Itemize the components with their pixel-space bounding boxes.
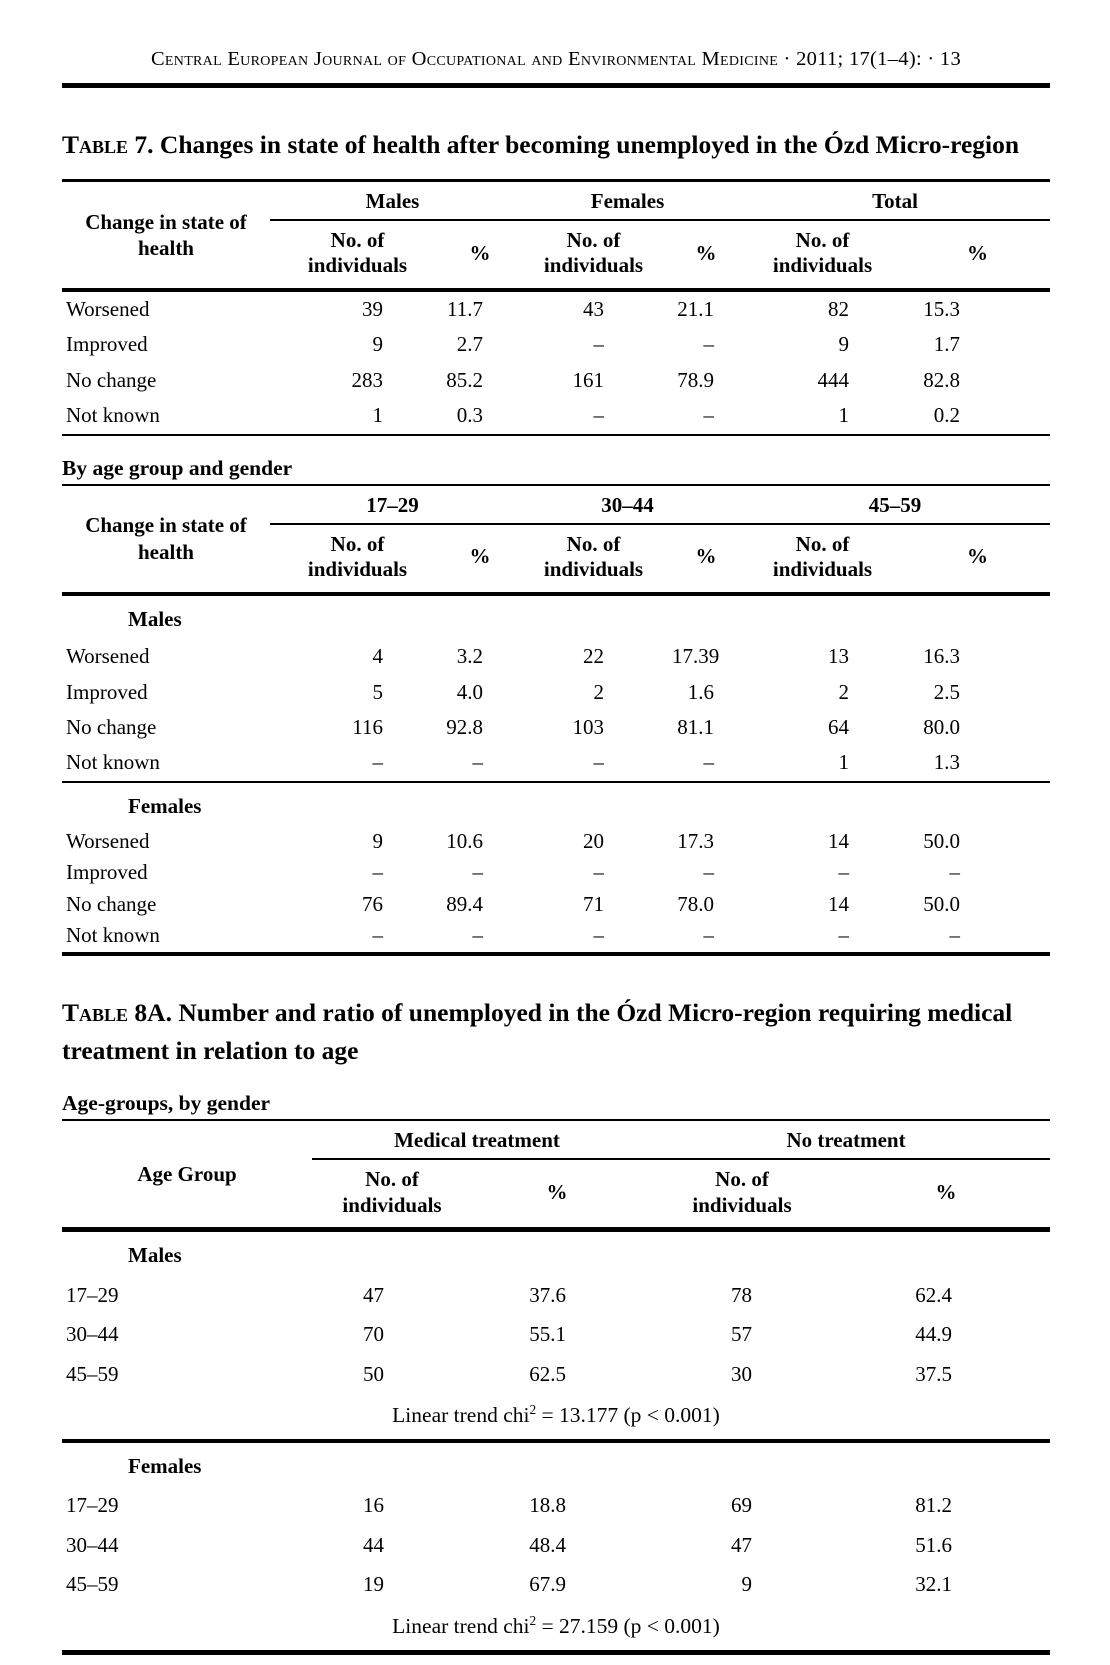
num-cell: 62.4 [915,1282,953,1307]
table-row [62,1315,1050,1354]
num-cell: 16 [363,1493,384,1518]
section-header-row [62,782,1050,826]
num-cell: – [372,860,383,885]
col-group-males: Males [270,180,515,220]
num-cell: 78 [731,1282,753,1307]
col-header-pct: % [905,524,1050,594]
header-rule [62,83,1050,88]
num-cell: 21.1 [677,296,715,321]
section-name: Males [128,1243,182,1268]
num-cell: 0.3 [456,403,483,428]
num-cell: 37.6 [529,1282,567,1307]
num-cell: 13 [828,644,849,669]
row-header-cell [62,485,270,594]
row-label: 45–59 [66,1572,119,1597]
table-row [62,889,1050,920]
num-cell: – [949,860,960,885]
table-row [62,1276,1050,1315]
num-cell: 71 [583,891,604,916]
num-cell: – [703,750,714,775]
col-header-pct: % [842,1159,1050,1230]
row-label: 17–29 [66,1493,119,1518]
table-row [62,826,1050,857]
num-cell: 15.3 [923,296,961,321]
num-cell: 1 [838,403,850,428]
table-row [62,857,1050,888]
col-header-pct: % [445,220,515,290]
col-group-45-59: 45–59 [740,485,1050,524]
num-cell: 1.6 [687,679,714,704]
num-cell: – [949,923,960,948]
num-cell: 81.1 [677,714,714,739]
row-header-label: Change in state of health [85,513,247,564]
row-label: No change [66,891,157,916]
num-cell: 4 [372,644,383,669]
num-cell: 81.2 [915,1493,953,1518]
col-group-females: Females [515,180,740,220]
age-groups-heading: Age-groups, by gender [62,1091,271,1116]
section-header-row [62,1230,1050,1276]
row-label: Improved [66,332,148,357]
num-cell: 43 [583,296,604,321]
table-row [62,290,1050,327]
section-name: Males [128,606,182,631]
num-cell: 69 [731,1493,753,1518]
num-cell: 18.8 [529,1493,567,1518]
num-cell: – [593,403,604,428]
linear-trend-note: Linear trend chi$^2$ = 27.159 (p < 0.001) [392,1612,720,1638]
num-cell: 78.9 [677,367,715,392]
row-label: Improved [66,679,148,704]
num-cell: 80.0 [923,714,960,739]
num-cell: 283 [351,367,383,392]
num-cell: 20 [583,829,604,854]
num-cell: 47 [731,1532,753,1557]
num-cell: – [703,860,714,885]
col-header-no: No. of individuals [515,220,672,290]
table7-title [62,126,1050,165]
num-cell: 78.0 [677,891,714,916]
num-cell: 17.39 [672,644,720,669]
num-cell: – [593,923,604,948]
num-cell: 9 [372,332,383,357]
table-row [62,675,1050,710]
num-cell: 16.3 [923,644,960,669]
num-cell: – [472,923,483,948]
col-group-total: Total [740,180,1050,220]
num-cell: 2.5 [933,679,960,704]
page-header [62,48,1050,88]
num-cell: 5 [372,679,383,704]
num-cell: – [703,923,714,948]
table8a-title [62,994,1050,1072]
row-header-label: Change in state of health [85,209,247,260]
table-row [62,363,1050,398]
num-cell: 76 [362,891,383,916]
section-header-row [62,1441,1050,1486]
table7-title-text: Changes in state of health after becoming unemployed in the Ózd Micro-region [159,130,1020,159]
col-group-30-44: 30–44 [515,485,740,524]
table-row [62,1486,1050,1525]
num-cell: – [372,750,383,775]
table7-by-age [62,484,1050,956]
col-header-no: No. of individuals [270,524,445,594]
num-cell: 2 [838,679,849,704]
row-label: 30–44 [66,1532,119,1557]
col-header-pct: % [905,220,1050,290]
row-header-cell: Age Group [62,1120,312,1230]
num-cell: 9 [838,332,850,357]
linear-trend-note-row [62,1605,1050,1653]
num-cell: – [593,860,604,885]
num-cell: 62.5 [529,1361,567,1386]
num-cell: 1.7 [933,332,961,357]
num-cell: 51.6 [915,1532,953,1557]
table-row [62,710,1050,745]
num-cell: 57 [731,1322,753,1347]
num-cell: 3.2 [456,644,483,669]
num-cell: 116 [352,714,383,739]
num-cell: – [703,332,715,357]
section-name: Females [62,782,1050,826]
table-row [62,639,1050,674]
num-cell: 82 [828,296,850,321]
col-header-no: No. of individuals [270,220,445,290]
row-label: 17–29 [66,1282,119,1307]
group-header-row [62,180,1050,220]
num-cell: 48.4 [529,1532,567,1557]
num-cell: 47 [363,1282,384,1307]
col-group-17-29: 17–29 [270,485,515,524]
row-label: Improved [66,860,148,885]
num-cell: 9 [741,1572,753,1597]
group-header-row [62,485,1050,524]
table-row [62,1526,1050,1565]
row-label: 45–59 [66,1361,119,1386]
superscript-2: 2 [529,1401,537,1417]
num-cell: – [472,750,483,775]
num-cell: 4.0 [456,679,483,704]
section-header-row [62,594,1050,639]
num-cell: 0.2 [933,403,961,428]
num-cell: 64 [828,714,849,739]
num-cell: 1 [372,403,383,428]
linear-trend-note: Linear trend chi$^2$ = 13.177 (p < 0.001) [62,1394,1050,1441]
num-cell: 32.1 [915,1572,953,1597]
by-age-heading: By age group and gender [62,455,293,480]
num-cell: 37.5 [915,1361,953,1386]
linear-trend-note-row [62,1394,1050,1441]
row-label: Worsened [66,829,150,854]
row-label: Worsened [66,296,150,321]
num-cell: 50.0 [923,829,960,854]
num-cell: – [593,332,604,357]
num-cell: 17.3 [677,829,714,854]
num-cell: 10.6 [446,829,483,854]
row-label: Not known [66,403,160,428]
num-cell: 14 [828,891,849,916]
num-cell: – [593,750,604,775]
table7-title-label: Table 7. [62,130,154,159]
num-cell: 82.8 [923,367,961,392]
num-cell: 1.3 [933,750,960,775]
num-cell: – [372,923,383,948]
table8a-title-text: Number and ratio of unemployed in the Ózd Micro-region requiring medical treatment in relation to age [62,997,1013,1066]
num-cell: 70 [363,1322,384,1347]
col-header-no: No. of individuals [642,1159,842,1230]
group-header-row [62,1120,1050,1159]
col-group-medical-treatment: Medical treatment [312,1120,642,1159]
table8a-table [62,1119,1050,1655]
col-header-pct: % [445,524,515,594]
col-group-no-treatment: No treatment [642,1120,1050,1159]
table-row [62,920,1050,953]
num-cell: 161 [572,367,604,392]
num-cell: 44 [363,1532,384,1557]
table-row [62,1565,1050,1604]
row-label: Not known [66,923,160,948]
num-cell: 9 [372,829,383,854]
num-cell: 39 [362,296,383,321]
row-header-cell [62,180,270,290]
num-cell: 19 [363,1572,384,1597]
num-cell: 92.8 [446,714,483,739]
table-row [62,745,1050,781]
section-name: Females [128,1454,202,1479]
row-label: Not known [66,750,160,775]
row-label: 30–44 [66,1322,119,1347]
num-cell: 50 [363,1361,384,1386]
row-label: No change [66,367,157,392]
num-cell: 444 [817,367,850,392]
table8a-title-label: Table 8A. [62,997,172,1027]
num-cell: 11.7 [447,296,483,321]
col-header-no: No. of individuals [312,1159,472,1230]
num-cell: 85.2 [446,367,483,392]
col-header-no: No. of individuals [740,220,905,290]
num-cell: 55.1 [529,1322,567,1347]
num-cell: 44.9 [915,1322,953,1347]
num-cell: 103 [572,714,604,739]
num-cell: – [703,403,715,428]
num-cell: 22 [583,644,604,669]
num-cell: 2 [593,679,604,704]
row-label: No change [66,714,157,739]
num-cell: 67.9 [529,1572,567,1597]
num-cell: 2.7 [456,332,483,357]
num-cell: – [838,860,849,885]
table-row [62,398,1050,434]
table-row [62,327,1050,362]
superscript-2: 2 [529,1612,537,1628]
table7-overall [62,179,1050,436]
num-cell: – [838,923,849,948]
num-cell: 30 [731,1361,753,1386]
num-cell: 1 [838,750,849,775]
num-cell: – [472,860,483,885]
num-cell: 50.0 [923,891,960,916]
journal-header-text: Central European Journal of Occupational and Environmental Medicine · 2011; 17(1–4): · 13 [150,48,962,70]
col-header-pct: % [472,1159,642,1230]
num-cell: 14 [828,829,849,854]
col-header-no: No. of individuals [740,524,905,594]
col-header-pct: % [672,220,740,290]
col-header-pct: % [672,524,740,594]
num-cell: 89.4 [446,891,483,916]
col-header-no: No. of individuals [515,524,672,594]
row-label: Worsened [66,644,150,669]
table-row [62,1355,1050,1394]
